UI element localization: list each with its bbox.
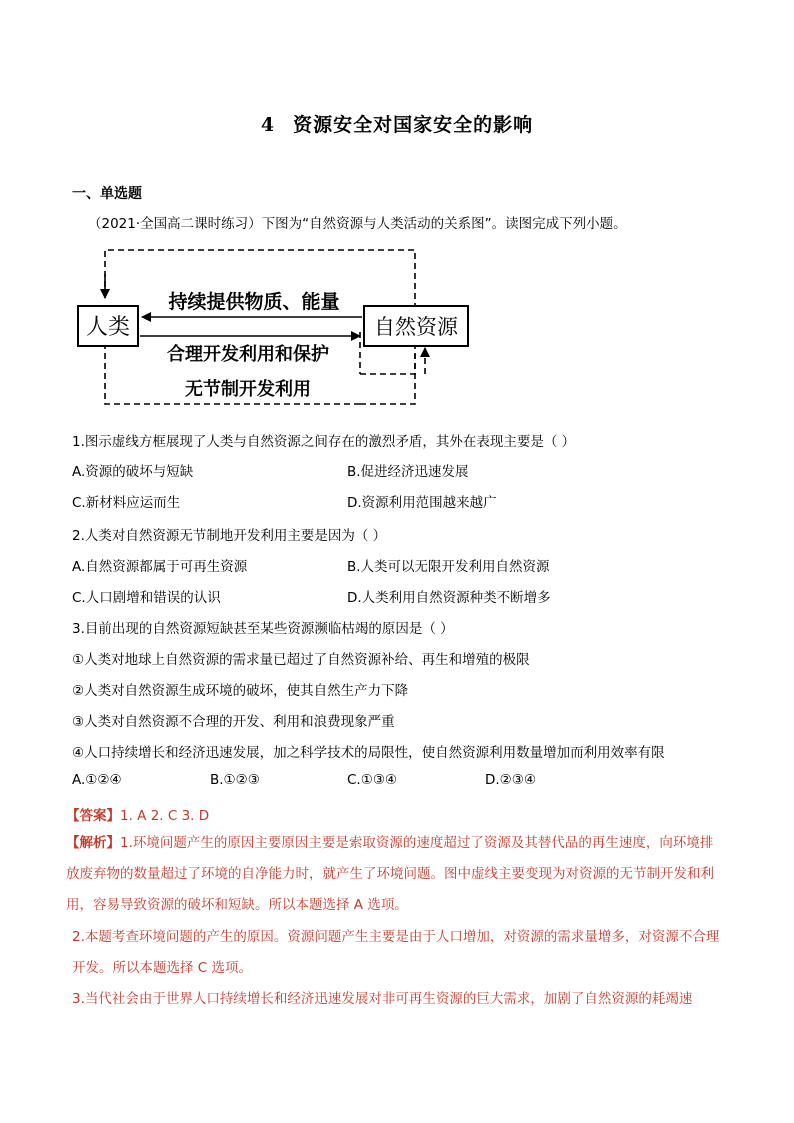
rational-use-label: 合理开发利用和保护 xyxy=(167,344,329,365)
answer-line xyxy=(66,804,209,824)
title-text: 资源安全对国家安全的影响 xyxy=(293,114,534,136)
q3-statement-3: ③人类对自然资源不合理的开发、利用和浪费现象严重 xyxy=(72,714,395,730)
page-title xyxy=(0,110,794,137)
q3-statement-1: ①人类对地球上自然资源的需求量已超过了自然资源补给、再生和增殖的极限 xyxy=(72,652,530,668)
analysis-tag: 【解析】 xyxy=(66,835,120,851)
supply-label: 持续提供物质、能量 xyxy=(168,291,340,313)
resources-box-label: 自然资源 xyxy=(374,315,458,339)
q2-option-a: A.自然资源都属于可再生资源 xyxy=(72,559,248,575)
analysis-paragraph-3: 3.当代社会由于世界人口持续增长和经济迅速发展对非可再生资源的巨大需求，加剧了自然资源的耗竭速 xyxy=(72,991,693,1007)
q3-stem: 3.目前出现的自然资源短缺甚至某些资源濒临枯竭的原因是（ ） xyxy=(72,621,454,637)
answer-tag: 【答案】 xyxy=(66,808,120,824)
uncontrolled-use-label: 无节制开发利用 xyxy=(185,379,311,400)
q2-option-b: B.人类可以无限开发利用自然资源 xyxy=(347,559,550,575)
analysis-text-1: 1.环境问题产生的原因主要原因主要是索取资源的速度超过了资源及其替代品的再生速度，向环境排放废弃物的数量超过了环境的自净能力时，就产生了环境问题。图中虚线主要变现为对资源的无节制开发和利用，容易导致资源的破坏和短缺。所以本题选择 A 选项。 xyxy=(66,835,714,913)
q1-option-d: D.资源利用范围越来越广 xyxy=(347,495,497,511)
dashed-right-up-line xyxy=(360,354,415,404)
analysis-paragraph-1 xyxy=(66,828,726,921)
q1-option-b: B.促进经济迅速发展 xyxy=(347,464,469,480)
q3-statement-2: ②人类对自然资源生成环境的破坏，使其自然生产力下降 xyxy=(72,683,409,699)
question-intro: （2021·全国高二课时练习）下图为“自然资源与人类活动的关系图”。读图完成下列小题。 xyxy=(88,216,627,232)
analysis-paragraph-2: 2.本题考查环境问题的产生的原因。资源问题产生主要是由于人口增加，对资源的需求量增多，对资源不合理开发。所以本题选择 C 选项。 xyxy=(72,929,720,976)
human-box-label: 人类 xyxy=(85,315,131,340)
q1-option-c: C.新材料应运而生 xyxy=(72,495,181,511)
q2-option-c: C.人口剧增和错误的认识 xyxy=(72,590,221,606)
q3-option-a: A.①②④ xyxy=(72,772,122,788)
section-heading: 一、单选题 xyxy=(72,186,142,202)
q3-option-b: B.①②③ xyxy=(210,772,260,788)
title-number: 4 xyxy=(260,114,276,136)
q3-statement-4: ④人口持续增长和经济迅速发展，加之科学技术的局限性，使自然资源利用数量增加而利用效率有限 xyxy=(72,745,665,761)
relationship-diagram xyxy=(70,244,480,414)
q1-stem: 1.图示虚线方框展现了人类与自然资源之间存在的激烈矛盾，其外在表现主要是（ ） xyxy=(72,434,576,450)
answer-text: 1. A 2. C 3. D xyxy=(120,808,210,824)
q2-stem: 2.人类对自然资源无节制地开发利用主要是因为（ ） xyxy=(72,528,387,544)
q2-option-d: D.人类利用自然资源种类不断增多 xyxy=(347,590,551,606)
q3-option-c: C.①③④ xyxy=(347,772,398,788)
q1-option-a: A.资源的破坏与短缺 xyxy=(72,464,194,480)
q3-option-d: D.②③④ xyxy=(485,772,536,788)
